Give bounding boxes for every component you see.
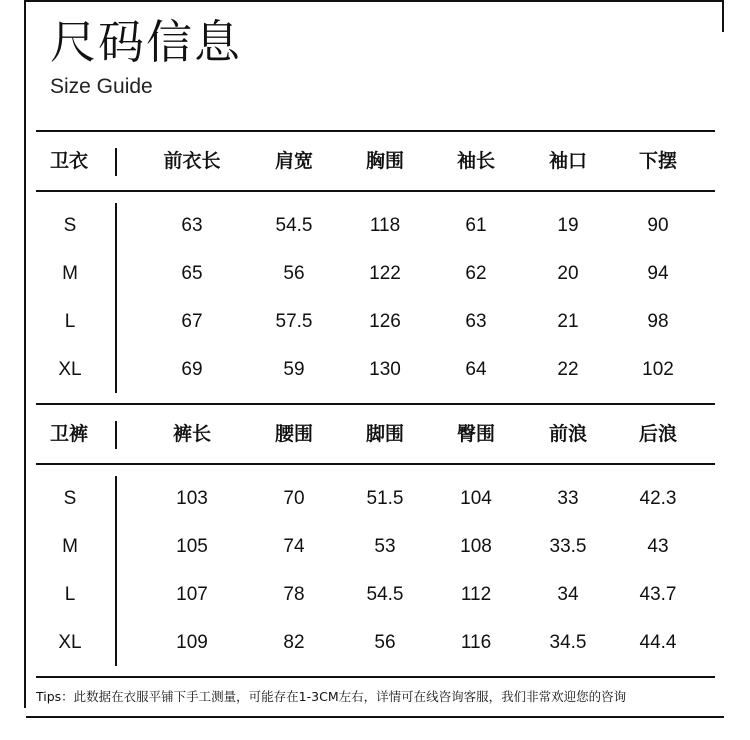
table2-size-xl: XL: [58, 632, 82, 653]
table2-header-3: 臀围: [456, 423, 495, 445]
table2-header-divider: [115, 421, 117, 449]
table1-cell: 67: [181, 311, 203, 332]
table2-size-s: S: [63, 488, 77, 509]
table2-cell: 34.5: [549, 632, 587, 653]
table1-cell: 130: [369, 359, 401, 380]
table1-body-divider: [115, 203, 117, 393]
table2-cell: 103: [176, 488, 208, 509]
table1-cell: 126: [369, 311, 401, 332]
table1-top-rule: [36, 130, 715, 132]
table1-cell: 94: [647, 263, 669, 284]
table1-cell: 56: [283, 263, 305, 284]
table2-cell: 108: [460, 536, 492, 557]
table2-cell: 42.3: [639, 488, 677, 509]
table2-cell: 82: [283, 632, 305, 653]
table1-size-s: S: [63, 215, 77, 236]
table1-header-2: 胸围: [365, 150, 404, 172]
table2-header-0: 裤长: [172, 423, 211, 445]
table1-cell: 90: [647, 215, 669, 236]
tips-note: Tips：此数据在衣服平铺下手工测量，可能存在1-3CM左右，详情可在线咨询客服，我们非常欢迎您的咨询: [36, 689, 627, 704]
table1-cell: 63: [465, 311, 487, 332]
table1-size-m: M: [62, 263, 78, 284]
table1-header-rule: [36, 190, 715, 192]
table1-cell: 102: [642, 359, 674, 380]
table2-cell: 107: [176, 584, 208, 605]
table1-header-1: 肩宽: [274, 150, 313, 172]
table2-cell: 105: [176, 536, 208, 557]
table2-cell: 54.5: [366, 584, 404, 605]
table2-cell: 53: [374, 536, 396, 557]
table1-cell: 59: [283, 359, 305, 380]
table1-header-3: 袖长: [456, 150, 495, 172]
table1-header-divider: [115, 148, 117, 176]
table1-cell: 63: [181, 215, 203, 236]
table1-cell: 62: [465, 263, 487, 284]
table1-label: 卫衣: [50, 150, 89, 172]
table2-header-5: 后浪: [638, 423, 677, 445]
page-title: 尺码信息: [50, 15, 242, 69]
table2-header-rule: [36, 463, 715, 465]
table1-size-l: L: [64, 311, 76, 332]
table1-cell: 64: [465, 359, 487, 380]
table1-cell: 20: [557, 263, 579, 284]
table2-size-l: L: [64, 584, 76, 605]
table1-cell: 98: [647, 311, 669, 332]
table2-cell: 70: [283, 488, 305, 509]
table1-size-xl: XL: [58, 359, 82, 380]
table-separator-rule: [36, 403, 715, 405]
table1-header-0: 前衣长: [163, 150, 221, 172]
table2-cell: 44.4: [639, 632, 677, 653]
table2-cell: 51.5: [366, 488, 404, 509]
table1-cell: 65: [181, 263, 203, 284]
table2-cell: 33: [557, 488, 579, 509]
table2-header-2: 脚围: [365, 423, 404, 445]
table1-cell: 21: [557, 311, 579, 332]
table2-cell: 74: [283, 536, 305, 557]
table2-cell: 116: [460, 632, 492, 653]
table2-size-m: M: [62, 536, 78, 557]
table1-cell: 22: [557, 359, 579, 380]
table1-cell: 118: [369, 215, 401, 236]
table2-cell: 34: [557, 584, 579, 605]
table2-cell: 109: [176, 632, 208, 653]
table1-cell: 122: [369, 263, 401, 284]
table2-header-1: 腰围: [274, 423, 313, 445]
frame-right-line: [722, 0, 724, 32]
table2-cell: 104: [460, 488, 492, 509]
frame-top-line: [26, 0, 724, 2]
table2-cell: 56: [374, 632, 396, 653]
table1-cell: 54.5: [275, 215, 313, 236]
table1-header-5: 下摆: [638, 150, 677, 172]
table2-cell: 112: [460, 584, 492, 605]
table2-cell: 43: [647, 536, 669, 557]
frame-left-line: [24, 0, 26, 708]
table1-cell: 57.5: [275, 311, 313, 332]
table2-cell: 33.5: [549, 536, 587, 557]
table2-header-4: 前浪: [548, 423, 587, 445]
table2-body-divider: [115, 476, 117, 666]
table1-cell: 19: [557, 215, 579, 236]
table1-cell: 61: [465, 215, 487, 236]
table2-cell: 78: [283, 584, 305, 605]
page-subtitle: Size Guide: [50, 75, 153, 98]
table1-header-4: 袖口: [548, 150, 587, 172]
table1-cell: 69: [181, 359, 203, 380]
frame-bottom-line: [26, 716, 724, 718]
table2-cell: 43.7: [639, 584, 677, 605]
table2-bottom-rule: [36, 676, 715, 678]
table2-label: 卫裤: [50, 423, 89, 445]
